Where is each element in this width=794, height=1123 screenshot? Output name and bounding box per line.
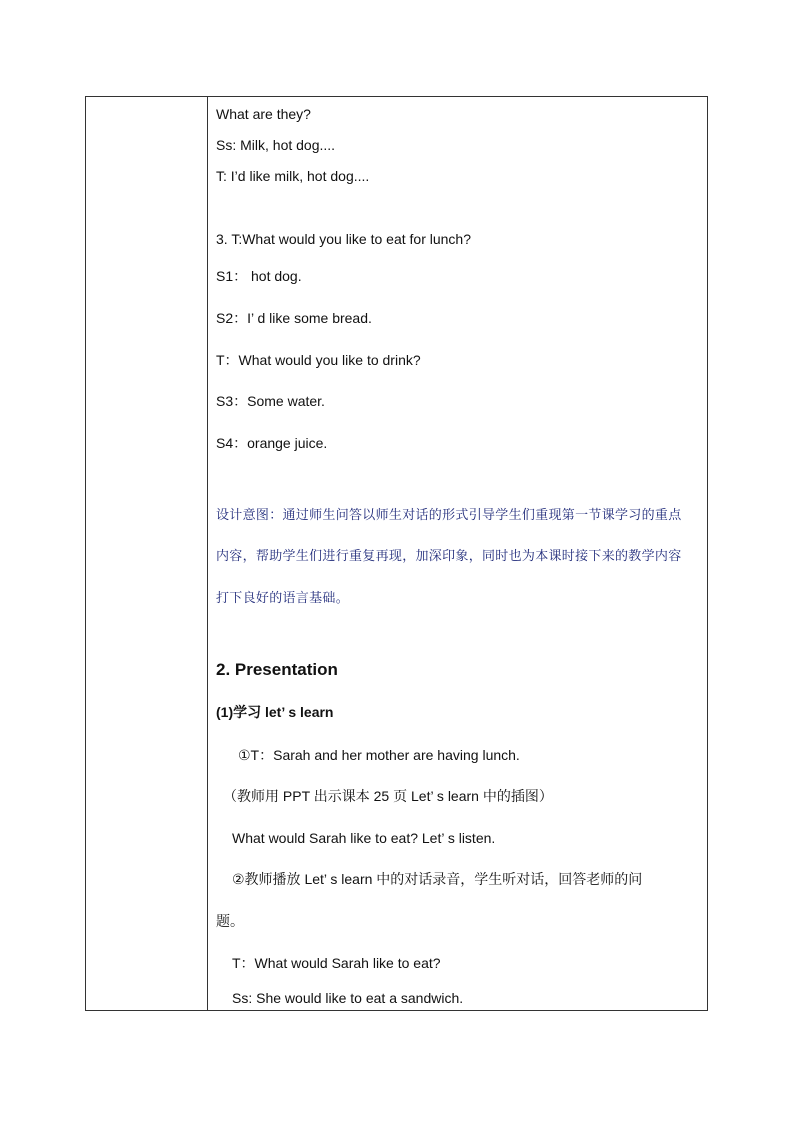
presentation-line-4: ②教师播放 Let’ s learn 中的对话录音，学生听对话，回答老师的问 <box>232 871 643 887</box>
presentation-line-6: Ss: She would like to eat a sandwich. <box>232 990 464 1006</box>
dialogue-line-4: 3. T:What would you like to eat for lunch? <box>216 231 471 247</box>
section-heading: 2. Presentation <box>216 660 338 679</box>
dialogue-line-1: What are they? <box>216 106 311 122</box>
presentation-line-1: ①T：Sarah and her mother are having lunch. <box>238 747 520 763</box>
dialogue-line-7: T：What would you like to drink? <box>216 352 421 368</box>
design-note-line-1: 设计意图：通过师生问答以师生对话的形式引导学生们重现第一节课学习的重点 <box>216 507 682 522</box>
dialogue-line-5: S1： hot dog. <box>216 268 302 284</box>
presentation-line-4-cont: 题。 <box>216 913 244 929</box>
lesson-table <box>85 96 708 1011</box>
content-cell <box>208 97 707 1010</box>
design-note-line-2: 内容，帮助学生们进行重复再现，加深印象，同时也为本课时接下来的教学内容 <box>216 548 682 563</box>
presentation-line-5: T：What would Sarah like to eat? <box>232 955 441 971</box>
presentation-line-3: What would Sarah like to eat? Let’ s listen. <box>232 830 496 846</box>
dialogue-line-8: S3：Some water. <box>216 393 325 409</box>
dialogue-line-6: S2：I’ d like some bread. <box>216 310 372 326</box>
dialogue-line-3: T: I’d like milk, hot dog.... <box>216 168 370 184</box>
design-note-line-3: 打下良好的语言基础。 <box>216 590 350 605</box>
dialogue-line-2: Ss: Milk, hot dog.... <box>216 137 336 153</box>
subsection-heading: (1)学习 let’ s learn <box>216 704 334 720</box>
dialogue-line-9: S4：orange juice. <box>216 435 328 451</box>
presentation-line-2: （教师用 PPT 出示课本 25 页 Let’ s learn 中的插图） <box>223 788 553 804</box>
